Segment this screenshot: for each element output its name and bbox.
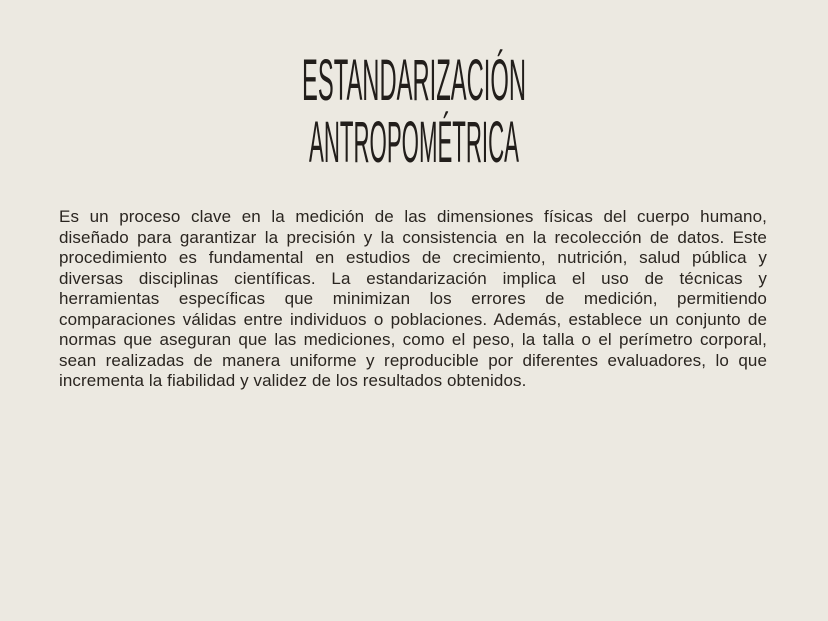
- page-title-line-1: ESTANDARIZACIÓN: [302, 48, 526, 113]
- paragraph-line: sean realizadas de manera uniforme y reproducible por diferentes evaluadores, lo que: [59, 350, 767, 370]
- paragraph-line: incrementa la fiabilidad y validez de los resultados obtenidos.: [59, 371, 527, 390]
- paragraph-line: procedimiento es fundamental en estudios de crecimiento, nutrición, salud pública y: [59, 248, 767, 267]
- paragraph-line: diseñado para garantizar la precisión y la consistencia en la recolección de datos. Este: [59, 227, 767, 247]
- paragraph-line: Es un proceso clave en la medición de las dimensiones físicas del cuerpo humano,: [59, 207, 767, 226]
- page-title-line-2: ANTROPOMÉTRICA: [309, 110, 520, 175]
- page-title: [0, 0, 828, 190]
- paragraph-line: normas que aseguran que las mediciones, como el peso, la talla o el perímetro corporal,: [59, 330, 767, 349]
- body-paragraph: [59, 207, 767, 392]
- paragraph-line: comparaciones válidas entre individuos o poblaciones. Además, establece un conjunto de: [59, 309, 767, 329]
- paragraph-line: herramientas específicas que minimizan los errores de medición, permitiendo: [59, 289, 767, 308]
- paragraph-line: diversas disciplinas científicas. La estandarización implica el uso de técnicas y: [59, 268, 767, 288]
